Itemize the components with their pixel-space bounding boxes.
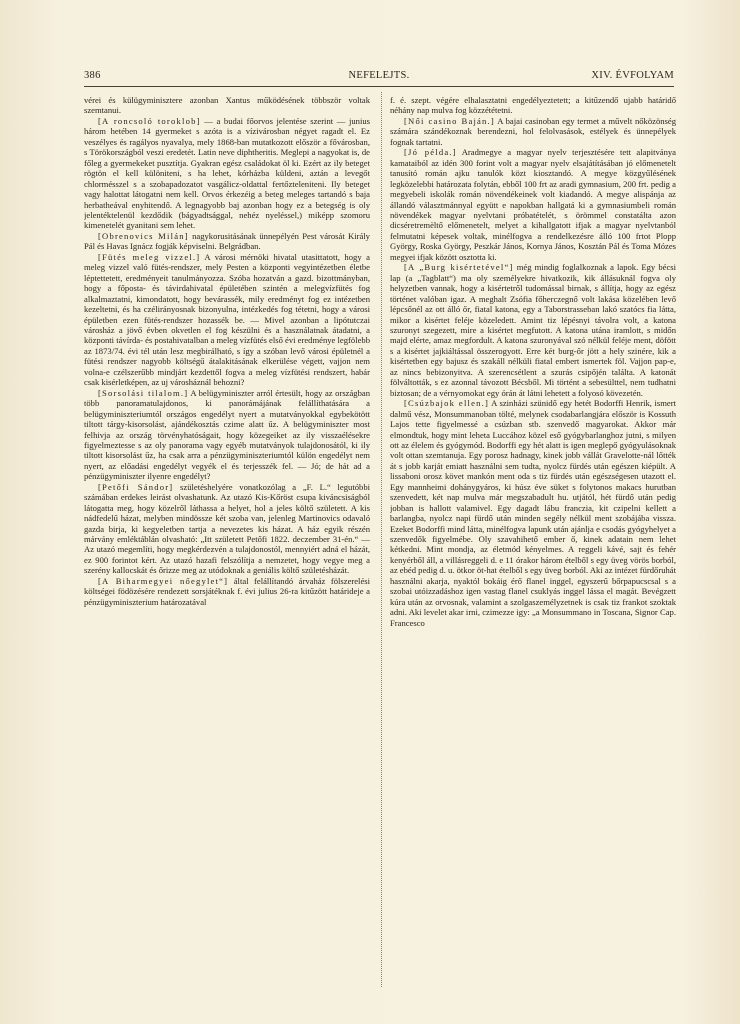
article-heading: [Petőfi Sándor] [98, 481, 174, 492]
article-heading: [A „Burg kisértetével“] [404, 262, 514, 273]
right-column [390, 95, 676, 995]
article-heading: [A roncsoló toroklob] [98, 115, 201, 126]
article-paragraph: [Fütés meleg vizzel.] A városi mérnöki hivatal utasittatott, hogy a meleg vizzel való fütés-rendszer, mely Pesten a központi vegyintézetben életbe léptettetett, eredményeit tanulmányozza. Szóba hozatván a gazd. bizottmányban, hogy a főposta- és távirdahivatal épületében szintén a melegvízfütés fog alkalmaztatni, kimondatott, hogy bevárassék, mily eredményt fog ez intézetben kezeltetni, és ha czélirányosnak bizonyulna, intézkedés fog tétetni, hogy a városi épületben ezen fütés-rendszer hozassék be. — Mivel azonban a lipótutczai városház a jövő évben okvetlen el fog készülni és a használatnak átadatni, a központi távírda- és postahivatalban a meleg vízfütés első évi eredménye legfölebb az 1873/74. évi tél után lesz megbirálható, s így a szóban levő városi épületnél a fütési rendszer nagyobb költségű átalakitásának elkerülése végett, vajjon nem volna-e czélszerűbb mindjárt kezdettől fogva a meleg vízfütési rendszert, habár csak kisérletképen, az uj városháznál behozni? [84, 251, 370, 388]
article-paragraph: [Petőfi Sándor] születéshelyére vonatkozólag a „F. L.“ legutóbbi számában erdekes leirást olvashatunk. Az utazó Kis-Kőröst csupa kiváncsiságból látogatta meg, hogy közelről láthassa a helyet, hol a jeles költő született. A kis nádfedelű házat, melyben mindössze két szoba van, jelenleg Martinovics odavaló gazda birja, ki kegyeletben tartja a nevezetes kis házat. A ház egyik részén márvány emléktáblán olvasható: „Itt született Petőfi 1822. deczember 31-én.“ — Az utazó megemlíti, hogy megkérdezvén a tulajdonostól, mennyiért adná el házát, ez 900 forintot kért. Az utazó hazafi felszólítja a nemzetet, hogy vegye meg a szerény kallocskát és őrizze meg az utódoknak a geniális költő születésházát. [84, 481, 370, 576]
page-header [84, 70, 674, 86]
left-column [84, 95, 370, 995]
article-heading: [Csúzbajok ellen.] [404, 398, 490, 409]
header-rule [84, 86, 674, 87]
volume-label: XIV. ÉVFOLYAM [591, 70, 674, 81]
article-paragraph: [Csúzbajok ellen.] A szinházi szünidő egy hetét Bodorffi Henrik, ismert dalmű vész, Monsummanoban tölté, melynek csodabarlangjára először is Kossuth Lajos tette figyelmessé a csúzban stb. szenvedő magyarokat. Akkor már elmondtuk, hogy mint leheta Luccához közel eső gyógybarlanghoz jutni, s milyen ott az élelem és gyógymód. Bodorffi egy hét alatt is igen meglepő gyógyulásoknak volt ottan szemtanuja. Egy porosz hadnagy, kinek jobb vállát Gravelotte-nál lőtték át s jobb karját emiatt használni sem tudta, nyolcz fürdés után egészen kiépült. A lissaboni orosz követ mankón ment oda s tiz fürdés után egészségesen utazott el. Egy mannheimi dohánygyáros, ki húsz éve süket s folytonos makacs hurutban szenvedett, két nap mulva már megszabadult hu. utjától, hét fürdő után pedig jobban is hallott valamivel. Egy dagadt lábu franczia, kit czipelni kellett a barlangba, nyolcz napi fürdő után minden segély nélkül ment szobájába vissza. Ezeket Bodorffi mind látta, minélfogva lapunk után ajánlja e csodás gyógyhelyet a szenvedők figyelmébe. Oly szavahihető ember ő, kinek adatain nem lehet kétkedni. Mint mondja, az életmód kényelmes. A reggeli kávé, sajt és fehér kenyérből áll, a villásreggeli d. e 11 órakor három ételből s egy üveg vörös borból, az ebéd pedig d. u. ötkor öt-hat ételből s egy üveg borból. Aki az intézet fürdőruhát használni akarja, nyaktól bokáig érő flanel inggel, egyszerű bőrpapucscsal s a szobai utóizzadáshoz igen vastag flanel csuklyás inggel lássa el magát. Bevégzett kúra után az orvosnak, valamint a szolgaszemélyzetnek is csak tiz frankot szoktak adni. Aki levelet akar irni, czimezze igy: „a Monsummano in Toscana, Signor Cap. Francesco [390, 398, 676, 628]
article-paragraph: [Obrenovics Milán] nagykorusitásának ünnepélyén Pest városát Király Pál és Havas Ignácz fogják képviselni. Belgrádban. [84, 230, 370, 252]
article-heading: [A Biharmegyei nőegylet“] [98, 575, 229, 586]
article-paragraph: f. é. szept. végére elhalasztatni engedélyeztetett; a kitűzendő ujabb határidő néhány nap mulva fog közzététetni. [390, 95, 676, 116]
journal-title: NEFELEJTS. [348, 70, 410, 81]
article-heading: [Sorsolási tilalom.] [98, 387, 189, 398]
article-paragraph: [Női casino Baján.] A bajai casinoban egy termet a művelt nőközönség számára szándékoznak berendezni, hol felolvasások, estélyek és ünnepélyek fognak tartatni. [390, 115, 676, 147]
article-paragraph: vérei és külügyminisztere azonban Xantus működésének többször voltak szemtanui. [84, 95, 370, 116]
article-heading: [Fütés meleg vizzel.] [98, 251, 201, 262]
article-heading: [Női casino Baján.] [404, 115, 495, 126]
article-paragraph: [A Biharmegyei nőegylet“] által felállítandó árvaház fölszerelési költségei födözésére rendezett sorsjátéknak f. évi julius 26-ra kitűzött határideje a pénzügyminiszterium határozatával [84, 575, 370, 607]
article-paragraph: [A „Burg kisértetével“] még mindig foglalkoznak a lapok. Egy bécsi lap (a „Tagblatt“) ma oly személyekre hivatkozik, kik állásuknál fogva oly helyzetben vannak, hogy a kisértetről tudomással birnak, s állítja, hogy az egész történet valóban igaz. A meghalt Zsófia főherczegnő volt lakása közelében levő lépcsőnél az ott álló őr, fiatal katona, egy a Taborstrasseban lakó szatócs fia látta, mikor a kisértet feléje közeledett. Amint tiz lépésnyi távolra volt, a katona szuronyt szegezett, mire a kisértet megfutott. A katona utána iramlott, s midőn majd elérte, amaz megfordult. A katona szuronyával szó nélkül feléje ment, döfött s a kisértet jajkiáltással összerogyott. Erre két burg-őr jött a hely szinére, kik a kisértetben egy bajusz és szakáll nélküli fiatal embert ismertek föl. Vajjon pap-e, az nincs bebizonyitva. A szerencsétlent a szurás csipőjén találta. A katonát fölváltották, s ez azonnal távozott Bécsből. Mi történt a sebesülttel, nem tudhatni biztosan; de a vérnyomokat egy órán át látni lehetett a folyosó kövezetén. [390, 262, 676, 398]
article-heading: [Jó példa.] [404, 147, 457, 158]
page-number: 386 [84, 70, 101, 81]
article-paragraph: [Sorsolási tilalom.] A belügyminiszter arról értesült, hogy az országban több panoramatulajdonos, ki panorámájának felállíthatására a belügyminiszteriumtól országos engedélyt nyert a mutatványokkal egybekötött tiltott tárgy-kisorsolást, ajándékosztás czime alatt űz. A belügyminiszter most felhivja az ország törvényhatóságait, hogy közegeiket az ily visszaélésekre figyelmeztesse s az oly panorama vagy egyéb mutatványok tulajdonosától, ki ily tiltott kisorsolást űz, ha csak arra a pénzügyminiszteriumtól külön engedélyt nem nyert, az előadási engedélyt vegyék el és terjesszék fel. — Jó; de hát ad a pénzügyminiszter ilyenre engedélyt? [84, 387, 370, 482]
article-paragraph: [Jó példa.] Aradmegye a magyar nyelv terjesztésére tett alapitványa kamataiból az idén 300 forint volt a magyar nyelv elsajátításában jó előmenetelt tanusító román ajku tanulók közt kiosztandó. A megye közgyűlésének legközelebbi határozata folytán, ebből 100 frt az aradi gymnasium, 200 frt. pedig a megyebeli iskolák román növendékeinek volt kiadandó. A megye alispánja az állandó választmánnyal együtt e napokban hallgatá ki a gymnasiumbeli román növendékek magyar nyelvtani próbatételét, s örömmel constatálta azon dicséretremèltő előmenetelt, melyet a kihallgatott ifjak a magyar nyelvtanból felmutatni képesek voltak, minélfogva a rendelkezésre álló 100 frtot Plopp György, Roska György, Peszkár János, Kornya János, Kosztán Pál és Toma Mózes megyei ifjak között osztotta ki. [390, 147, 676, 262]
column-divider [381, 92, 383, 987]
article-heading: [Obrenovics Milán] [98, 230, 189, 241]
article-paragraph: [A roncsoló toroklob] — a budai főorvos jelentése szerint — junius három hetében 14 gyermeket s azóta is a vízivárosban négyet ragadt el. Ez veszélyes és ragályos nyavalya, mely 1868-ban mutatkozott először a fővárosban, s Törökországból veszi eredetét. Latin neve diphtheritis. Meglepi a nagyokat is, de főleg a gyermekeket pusztítja. Gyakran egész családokat öl ki. Ezért az ily beteget rögtön el kell különiteni, s ha lehet, kórházba küldeni, aztán a levegőt chlormésszel s a szobapadozatot vasgálicz-oldattal fertőzteleniteni. Ily beteget vagy halottat látogatni nem kell. Orvos érkezéig a beteg meleges tartandó s baja herbatheával enyhitendő. A legnagyobb baj azonban hogy ez a betegség is oly jelentéktelenül kezdődik (bágyadtsággal, nehéz nyeléssel,) miképp szomoru kimenetelét gyanitani sem lehet. [84, 115, 370, 231]
